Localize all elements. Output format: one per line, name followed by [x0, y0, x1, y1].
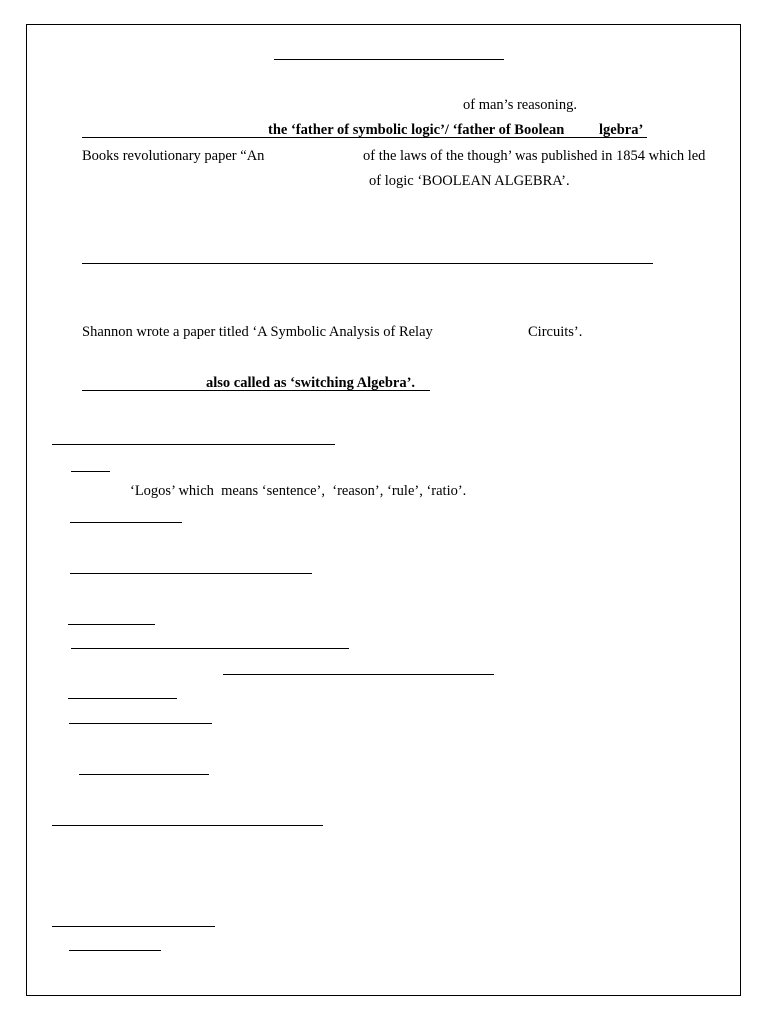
- shannon-text-start: Shannon wrote a paper titled ‘A Symbolic Analysis of Relay: [82, 324, 433, 340]
- blank-rule-5: [71, 648, 349, 649]
- shannon-text-end: Circuits’.: [528, 324, 583, 340]
- books-paper-text-start: Books revolutionary paper “An: [82, 148, 265, 164]
- blank-rule-4: [68, 624, 155, 625]
- boolean-algebra-text: of logic ‘BOOLEAN ALGEBRA’.: [369, 173, 570, 189]
- section-heading-rule-3: [52, 926, 215, 927]
- blank-rule-6: [223, 674, 494, 675]
- page-border: [26, 24, 741, 996]
- switching-algebra-text: also called as ‘switching Algebra’.: [206, 375, 416, 391]
- books-paper-text-end: of the laws of the though’ was published in 1854 which led: [363, 148, 706, 164]
- section-rule-long: [82, 263, 653, 264]
- blank-rule-9: [79, 774, 209, 775]
- blank-rule-10: [69, 950, 161, 951]
- title-underline: [274, 59, 504, 60]
- blank-rule-8: [69, 723, 212, 724]
- father-heading-tail: lgebra’: [599, 122, 644, 138]
- blank-rule-2: [70, 522, 182, 523]
- father-heading: the ‘father of symbolic logic’/ ‘father of Boolean: [268, 122, 565, 138]
- logos-text: ‘Logos’ which means ‘sentence’, ‘reason’, ‘rule’, ‘ratio’.: [130, 483, 467, 499]
- blank-rule-1: [71, 471, 110, 472]
- blank-rule-3: [70, 573, 312, 574]
- section-heading-rule-2: [52, 825, 323, 826]
- blank-rule-7: [68, 698, 177, 699]
- reasoning-text: of man’s reasoning.: [463, 97, 577, 113]
- section-heading-rule: [52, 444, 335, 445]
